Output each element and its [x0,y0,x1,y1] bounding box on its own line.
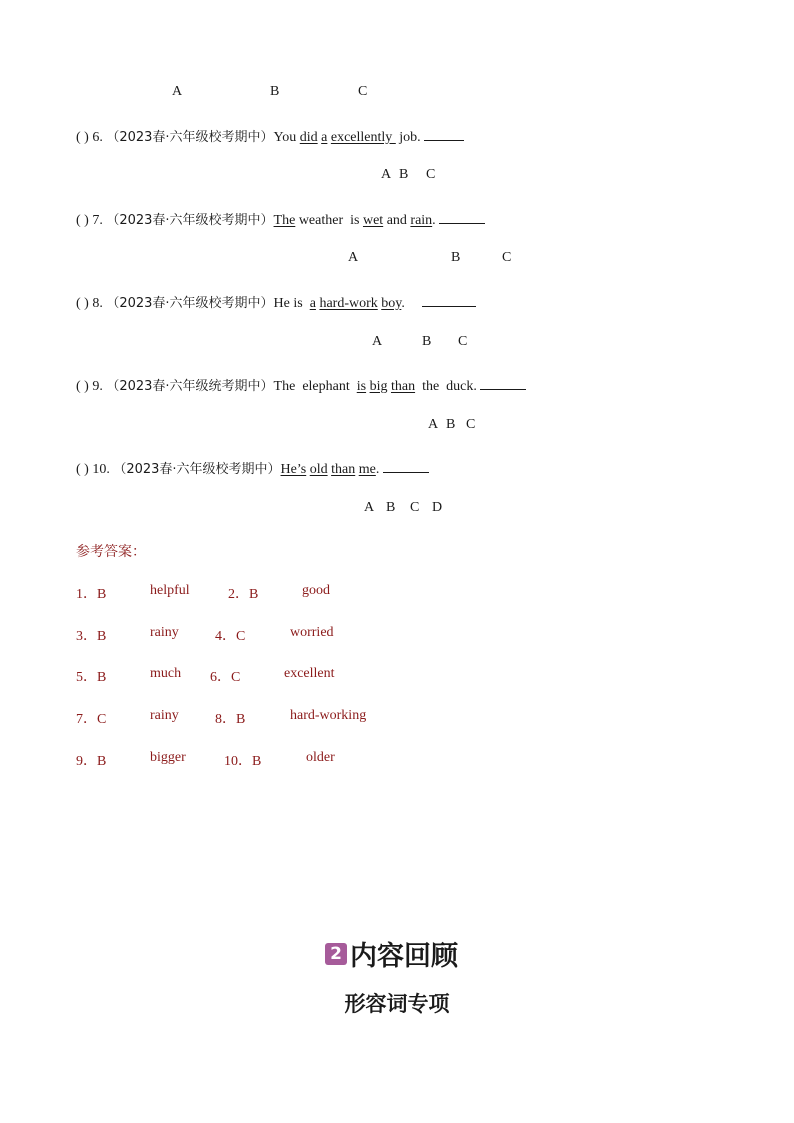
question-sentence [281,462,380,477]
answer-number: 7．C [76,712,107,727]
answer-number: 4．C [215,629,246,644]
underlined-segment: did [299,130,318,145]
letter: C [466,417,476,432]
answer-number: 1．B [76,587,107,602]
question-source: （2023春·六年级校考期中） [106,130,274,145]
question-number: 9. [92,379,103,394]
answer-word: much [150,666,182,681]
answer-paren: ( ) [76,462,89,477]
answer-number: 3．B [76,629,107,644]
question-source: （2023春·六年级校考期中） [113,462,281,477]
sentence-segment: . [432,213,436,228]
letter: A [428,417,439,432]
letter: B [270,84,280,99]
sentence-segment: weather is [295,213,363,228]
letter: D [432,500,443,515]
letter: A [364,500,375,515]
sentence-segment: the duck. [415,379,477,394]
letter: C [502,250,512,265]
answer-word: helpful [150,583,190,598]
answer-word: excellent [284,666,335,681]
underlined-segment: The [273,213,296,228]
answer-word: bigger [150,750,186,765]
answer-number: 2．B [228,587,259,602]
sentence-segment: The elephant [273,379,357,394]
answer-blank[interactable] [383,460,429,473]
question-10 [76,458,429,478]
answer-paren: ( ) [76,296,89,311]
sentence-segment: . [401,296,405,311]
question-sentence [274,130,421,145]
question-9 [76,375,526,395]
underlined-segment: old [309,462,328,477]
underlined-segment: than [331,462,356,477]
question-7 [76,209,485,229]
answer-paren: ( ) [76,130,89,145]
underlined-segment: is [356,379,367,394]
underlined-segment: boy [381,296,402,311]
answer-word: hard-working [290,708,367,723]
question-number: 6. [92,130,103,145]
letter: A [348,250,359,265]
answer-word: rainy [150,625,179,640]
answer-blank[interactable] [424,128,464,141]
underlined-segment: a [309,296,316,311]
letter: A [172,84,183,99]
letters-row-top [0,84,794,102]
letter: B [386,500,396,515]
letter: C [410,500,420,515]
underlined-segment: me [358,462,376,477]
answer-word: worried [290,625,334,640]
question-sentence [274,296,405,311]
letter: A [381,167,392,182]
answer-blank[interactable] [480,377,526,390]
letter: A [372,334,383,349]
sentence-segment: . [375,462,380,477]
question-sentence [274,213,436,228]
answer-word: good [302,583,330,598]
underlined-segment: a [321,130,328,145]
section-subtitle: 形容词专项 [344,992,450,1016]
answers-heading: 参考答案： [76,544,146,560]
underlined-segment: excellently [330,130,396,145]
question-source: （2023春·六年级校考期中） [106,296,274,311]
letter: C [358,84,368,99]
answer-number: 10．B [224,754,262,769]
section-number-badge: 2 [325,943,347,965]
question-source: （2023春·六年级统考期中） [106,379,274,394]
question-number: 10. [92,462,110,477]
section-title: 内容回顾 [350,941,458,972]
letter: C [426,167,436,182]
letter: B [422,334,432,349]
question-6 [76,126,464,146]
answer-paren: ( ) [76,213,89,228]
answer-paren: ( ) [76,379,89,394]
answer-blank[interactable] [439,211,485,224]
answer-blank[interactable] [422,294,476,307]
section-heading [325,934,458,973]
question-8 [76,292,476,312]
sentence-segment: He is [273,296,310,311]
letter: B [451,250,461,265]
underlined-segment: hard-work [319,296,378,311]
answer-number: 5．B [76,670,107,685]
underlined-segment: rain [410,213,433,228]
question-source: （2023春·六年级校考期中） [106,213,274,228]
sentence-segment: You [273,130,300,145]
answer-word: older [306,750,335,765]
answer-number: 9．B [76,754,107,769]
sentence-segment: and [383,213,411,228]
letter: B [399,167,409,182]
underlined-segment: big [369,379,388,394]
underlined-segment: He’s [280,462,307,477]
letter: C [458,334,468,349]
underlined-segment: wet [362,213,384,228]
answer-word: rainy [150,708,179,723]
question-number: 7. [92,213,103,228]
question-sentence [274,379,477,394]
sentence-segment: job. [395,130,421,145]
answer-number: 8．B [215,712,246,727]
underlined-segment: than [390,379,416,394]
answer-number: 6．C [210,670,241,685]
letter: B [446,417,456,432]
question-number: 8. [92,296,103,311]
